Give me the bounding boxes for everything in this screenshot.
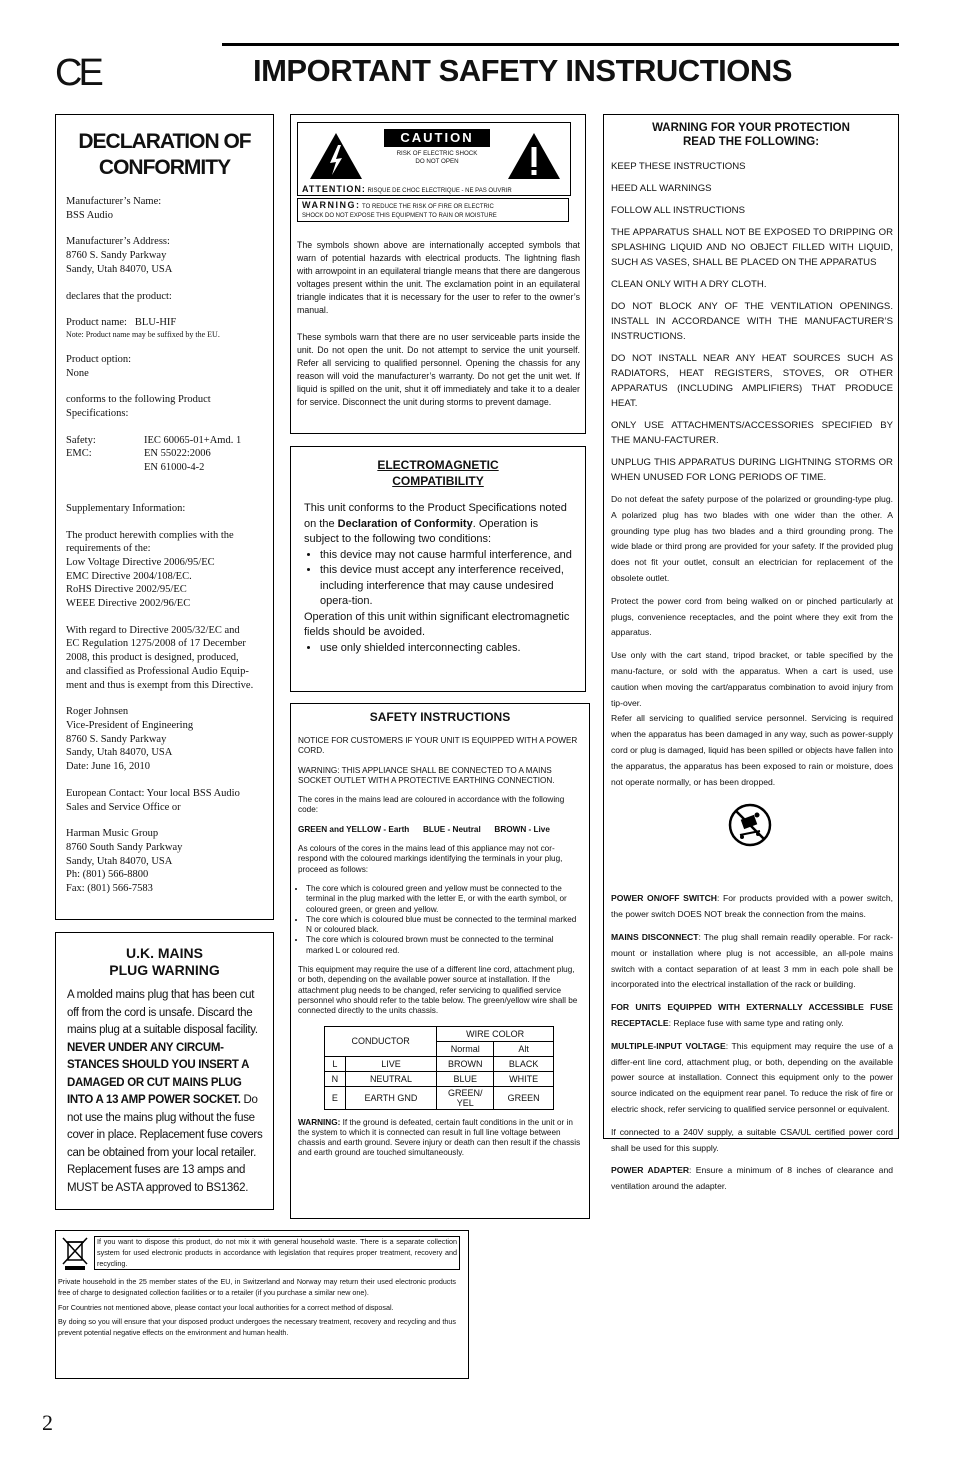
caution-word: CAUTION [384, 129, 490, 147]
safety-title: SAFETY INSTRUCTIONS [369, 710, 511, 724]
caution-symbols-box [290, 114, 586, 434]
emc-title: ELECTROMAGNETIC COMPATIBILITY [377, 458, 499, 488]
emc-text: This unit conforms to the Product Specifications noted on the Declaration of Conformity. Operation is subject to the following two conditions: • this device may not cause harmful interference, and • this device must accept any interference received, including interference that may cause undesired opera-tion. Operation of this unit within significant electromagnetic fields should be avoided. • use only shielded interconnecting cables. [304, 501, 574, 656]
declaration-body: Manufacturer’s Name: BSS Audio Manufacturer’s Address: 8760 S. Sandy Parkway Sandy, Utah 84070, USA declares that the product: Product name: BLU-HIF Note: Product name may be suffixed by the EU. Product option: None conforms to the following Product Specifications: Safety: IEC 60065-01+Amd. 1 EMC: EN 55022:2006 EN 61000-4-2 Supplementary Information: The product herewith complies with the requirements of the: Low Voltage Directive 2006/95/EC EMC Directive 2004/108/EC. RoHS Directive 2002/95/EC WEEE Directive 2002/96/EC With regard to Directive 2005/32/EC and EC Regulation 1275/2008 of 17 December 2008, this product is designed, produced, and classified as Professional Audio Equip- ment and thus is exempt from this Directive. Roger Johnsen Vice-President of Engineering 8760 S. Sandy Parkway Sandy, Utah 84070, USA Date: June 16, 2010 European Contact: Your local BSS Audio Sales and Service Office or Harman Music Group 8760 South Sandy Parkway Sandy, Utah 84070, USA Ph: (801) 566-8800 Fax: (801) 566-7583 [66, 196, 254, 895]
weee-disposal-box [55, 1230, 469, 1379]
uk-mains-title: U.K. MAINS PLUG WARNING [109, 945, 220, 978]
alt-header: Alt [494, 1041, 554, 1056]
symbols-explanation: The symbols shown above are internationally accepted symbols that warn of potential hazards with electrical products. The lightning flash with arrowpoint in an equilateral triangle means that there are dangerous voltages present within the unit. The exclamation point in an equilateral triangle indicates that it is necessary for the user to refer to the owner’s manual. These symbols warn that there are no user serviceable parts inside the unit. Do not open the unit. Do not attempt to service the unit yourself. Refer all servicing to qualified personnel. Opening the chassis for any reason will void the manufacturer’s warranty. Do not get the unit wet. If liquid is spilled on the unit, shut it off immediately and take it to a dealer for service. Disconnect the unit during storms to prevent damage. [297, 240, 580, 407]
caution-label-panel [297, 122, 571, 196]
weee-boxed-text: If you want to dispose this product, do not mix it with general household waste. There is a separate collection system for used electronic products in accordance with legislation that requires proper treatment, recovery and recycling. [94, 1236, 460, 1270]
cart-warning-area [611, 797, 893, 891]
page-title: IMPORTANT SAFETY INSTRUCTIONS [253, 53, 792, 88]
attention-line: ATTENTION: RISQUE DE CHOC ELECTRIQUE - NE PAS OUVRIR [302, 184, 512, 194]
emc-box [290, 446, 586, 692]
protection-title: WARNING FOR YOUR PROTECTION READ THE FOLLOWING: [652, 122, 850, 148]
caution-subtext: RISK OF ELECTRIC SHOCK DO NOT OPEN [396, 150, 478, 165]
conductor-header: CONDUCTOR [325, 1026, 437, 1056]
declaration-title: DECLARATION OF CONFORMITY [78, 130, 251, 179]
protection-text: KEEP THESE INSTRUCTIONS HEED ALL WARNINGS FOLLOW ALL INSTRUCTIONS THE APPARATUS SHALL NOT BE EXPOSED TO DRIPPING OR SPLASHING LIQUID AND NO OBJECT FILLED WITH LIQUID, SUCH AS VASES, SHALL BE PLACED ON THE APPARATUS CLEAN ONLY WITH A DRY CLOTH. DO NOT BLOCK ANY OF THE VENTILATION OPENINGS. INSTALL IN ACCORDANCE WITH THE MANUFACTURER’S INSTRUCTIONS. DO NOT INSTALL NEAR ANY HEAT SOURCES SUCH AS RADIATORS, HEAT REGISTERS, STOVES, OR OTHER APPARATUS (INCLUDING AMPLIFIERS) THAT PRODUCE HEAT. ONLY USE ATTACHMENTS/ACCESSORIES SPECIFIED BY THE MANU-FACTURER. UNPLUG THIS APPARATUS DURING LIGHTNING STORMS OR WHEN UNUSED FOR LONG PERIODS OF TIME. Do not defeat the safety purpose of the polarized or grounding-type plug. A polarized plug has two blades with one wider than the other. A grounding type plug has two blades and a third grounding prong. The wide blade or third prong are provided for your safety. If the provided plug does not fit your outlet, consult an electrician for replacement of the obsolete outlet. Protect the power cord from being walked on or pinched particularly at plugs, convenience receptacles, and the point where they exit from the apparatus. Use only with the cart stand, tripod bracket, or table specified by the manu-facture, or sold with the apparatus. When a cart is used, use caution when moving the cart/apparatus combination to avoid injury from tip-over. Refer all servicing to qualified service personnel. Servicing is required when the apparatus has been damaged in any way, such as power-supply cord or plug is damaged, liquid has been spilled or objects have fallen into the apparatus, the apparatus has been exposed to rain or moisture, does not operate normally, or has been dropped. POWER ON/OFF SWITCH: For products provided with a power switch, the power switch DOES NOT break the connection from the mains. MAINS DISCONNECT: The plug shall remain readily operable. For rack-mount or installation where plug is not accessible, an all-pole mains switch with a contact separation of at least 3 mm in each pole shall be incorporated into the electrical installation of the rack or building. FOR UNITS EQUIPPED WITH EXTERNALLY ACCESSIBLE FUSE RECEPTACLE: Replace fuse with same type and rating only. MULTIPLE-INPUT VOLTAGE: This equipment may require the use of a differ-ent line cord, attachment plug, or both, depending on the available power source at installation. Connect this equipment only to the power source indicated on the equipment rear panel. To reduce the risk of fire or electric shock, refer servicing to qualified service personnel or equivalent. If connected to a 240V supply, a suitable CSA/UL certified power cord shall be used for this supply. POWER ADAPTER: Ensure a minimum of 8 inches of clearance and ventilation around the adapter. [611, 161, 894, 1192]
warning-label-panel: WARNING: TO REDUCE THE RISK OF FIRE OR ELECTRIC SHOCK DO NOT EXPOSE THIS EQUIPMENT TO RAIN OR MOISTURE [297, 198, 569, 222]
wire-color-header: WIRE COLOR [437, 1026, 554, 1041]
protection-box [603, 114, 899, 1192]
safety-text: NOTICE FOR CUSTOMERS IF YOUR UNIT IS EQUIPPED WITH A POWER CORD. WARNING: THIS APPLIANCE SHALL BE CONNECTED TO A MAINS SOCKET OUTLET WITH A PROTECTIVE EARTHING CONNECTION. The cores in the mains lead are coloured in accordance with the following code: GREEN and YELLOW - Earth BLUE - Neutral BROWN - Live As colours of the cores in the mains lead of this appliance may not cor-respond with the coloured markings identifying the terminals in your plug, proceed as follows: • The core which is coloured green and yellow must be connected to the terminal in the plug marked with the letter E, or with the earth symbol, or coloured green, or green and yellow. • The core which is coloured blue must be connected to the terminal marked N or coloured black. • The core which is coloured brown must be connected to the terminal marked L or coloured red. This equipment may require the use of a different line cord, attachment plug, or both, depending on the available power source at installation. If the attachment plug needs to be changed, refer servicing to qualified service personnel who should refer to the table below. The green/yellow wire shall be connected directly to the units chassis. CONDUCTOR WIRE COLOR Normal Alt L LIVE BROWN BLACK N NEUTRAL BLUE WHITE E EARTH GND GREEN/ YEL GREEN WARNING: If the ground is defeated, certain fault conditions in the unit or in the system to which it is connected can result in full line voltage between chassis and earth ground. Severe injury or death can then result if the chassis and earth ground are touched simultaneously. [298, 736, 582, 1159]
header-rule [222, 43, 899, 46]
table-row: L LIVE BROWN BLACK [325, 1056, 554, 1071]
normal-header: Normal [437, 1041, 494, 1056]
declaration-box [55, 114, 274, 920]
table-row: N NEUTRAL BLUE WHITE [325, 1071, 554, 1086]
safety-instructions-box [290, 703, 590, 1219]
uk-mains-box [55, 932, 274, 1210]
table-row: E EARTH GND GREEN/ YEL GREEN [325, 1086, 554, 1109]
page-number: 2 [42, 1410, 53, 1435]
cart-tipover-icon [728, 803, 772, 847]
ce-mark: CE [55, 52, 100, 94]
exclamation-triangle-icon [506, 131, 562, 181]
uk-mains-text: A molded mains plug that has been cut off from the cord is unsafe. Discard the mains plug at a suitable disposal facility. NEVER UNDER ANY CIRCUM-STANCES SHOULD YOU INSERT A DAMAGED OR CUT MAINS PLUG INTO A 13 AMP POWER SOCKET. Do not use the mains plug without the fuse cover in place. Replacement fuse covers can be obtained from your local retailer. Replacement fuses are 13 amps and MUST be ASTA approved to BS1362. [67, 989, 263, 1194]
wire-color-table [324, 1026, 554, 1110]
lightning-triangle-icon [308, 131, 364, 181]
weee-text: Private household in the 25 member states of the EU, in Switzerland and Norway may return their used electronic products free of charge to designated collection facilities or to a retailer (if you purchase a similar new one). For Countries not mentioned above, please contact your local authorities for a correct method of disposal. By doing so you will ensure that your disposed product undergoes the necessary treatment, recovery and recycling and thus prevent potential negative effects on the environment and human health. [58, 1277, 456, 1338]
crossed-bin-icon [61, 1236, 89, 1272]
